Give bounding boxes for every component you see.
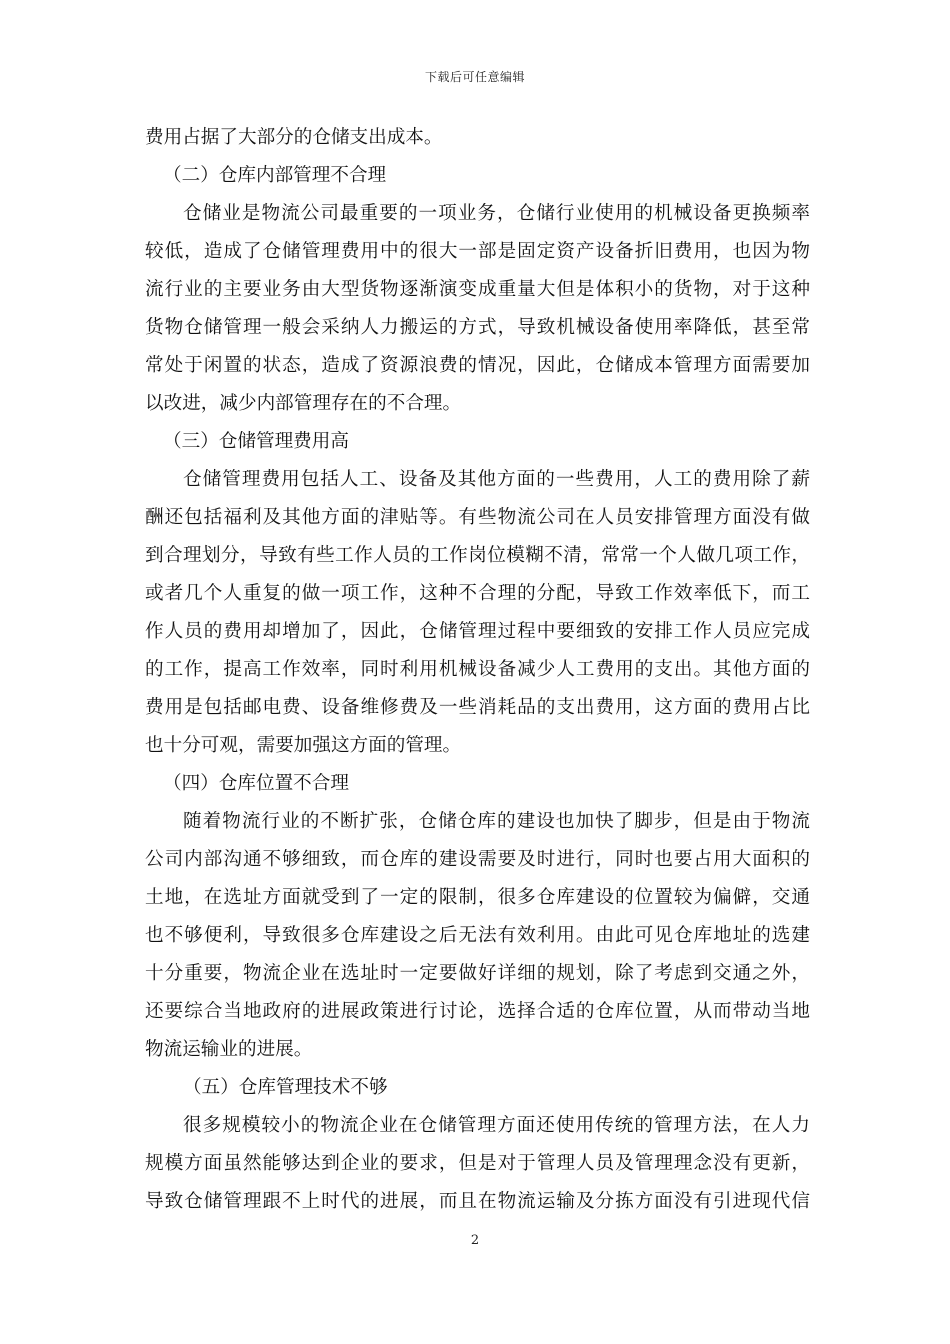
section-heading: （五）仓库管理技术不够 bbox=[183, 1077, 388, 1098]
paragraph-line: 仓储管理费用包括人工、设备及其他方面的一些费用，人工的费用除了薪 bbox=[183, 469, 810, 490]
paragraph-line: 货物仓储管理一般会采纳人力搬运的方式，导致机械设备使用率降低，甚至常 bbox=[145, 317, 810, 338]
page-number: 2 bbox=[470, 1233, 480, 1248]
paragraph-line: 或者几个人重复的做一项工作，这种不合理的分配，导致工作效率低下，而工 bbox=[145, 583, 810, 604]
paragraph-line: 土地，在选址方面就受到了一定的限制，很多仓库建设的位置较为偏僻，交通 bbox=[145, 887, 810, 908]
paragraph-line: 很多规模较小的物流企业在仓储管理方面还使用传统的管理方法，在人力 bbox=[183, 1115, 810, 1136]
paragraph-line: 随着物流行业的不断扩张，仓储仓库的建设也加快了脚步，但是由于物流 bbox=[183, 811, 810, 832]
paragraph-line: 以改进，减少内部管理存在的不合理。 bbox=[145, 393, 462, 414]
paragraph-line: 也十分可观，需要加强这方面的管理。 bbox=[145, 735, 462, 756]
page-header: 下载后可任意编辑 bbox=[424, 70, 525, 84]
paragraph-line: 导致仓储管理跟不上时代的进展，而且在物流运输及分拣方面没有引进现代信 bbox=[145, 1191, 810, 1212]
paragraph-line: 的工作，提高工作效率，同时利用机械设备减少人工费用的支出。其他方面的 bbox=[145, 659, 810, 680]
paragraph-line: 公司内部沟通不够细致，而仓库的建设需要及时进行，同时也要占用大面积的 bbox=[145, 849, 810, 870]
paragraph-line: 仓储业是物流公司最重要的一项业务，仓储行业使用的机械设备更换频率 bbox=[183, 203, 810, 224]
paragraph-line: 还要综合当地政府的进展政策进行讨论，选择合适的仓库位置，从而带动当地 bbox=[145, 1001, 810, 1022]
paragraph-line: 到合理划分，导致有些工作人员的工作岗位模糊不清，常常一个人做几项工作， bbox=[145, 545, 810, 566]
paragraph-line: 流行业的主要业务由大型货物逐渐演变成重量大但是体积小的货物，对于这种 bbox=[145, 279, 810, 300]
text-line: 费用占据了大部分的仓储支出成本。 bbox=[145, 127, 443, 148]
paragraph-line: 也不够便利，导致很多仓库建设之后无法有效利用。由此可见仓库地址的选建 bbox=[145, 925, 810, 946]
paragraph-line: 物流运输业的进展。 bbox=[145, 1039, 313, 1060]
paragraph-line: 费用是包括邮电费、设备维修费及一些消耗品的支出费用，这方面的费用占比 bbox=[145, 697, 810, 718]
paragraph-line: 酬还包括福利及其他方面的津贴等。有些物流公司在人员安排管理方面没有做 bbox=[145, 507, 810, 528]
paragraph-line: 常处于闲置的状态，造成了资源浪费的情况，因此，仓储成本管理方面需要加 bbox=[145, 355, 810, 376]
section-heading: （三）仓储管理费用高 bbox=[163, 431, 349, 452]
paragraph-line: 作人员的费用却增加了，因此，仓储管理过程中要细致的安排工作人员应完成 bbox=[145, 621, 810, 642]
paragraph-line: 较低，造成了仓储管理费用中的很大一部是固定资产设备折旧费用，也因为物 bbox=[145, 241, 810, 262]
paragraph-line: 规模方面虽然能够达到企业的要求，但是对于管理人员及管理理念没有更新， bbox=[145, 1153, 810, 1174]
section-heading: （二）仓库内部管理不合理 bbox=[163, 165, 387, 186]
paragraph-line: 十分重要，物流企业在选址时一定要做好详细的规划，除了考虑到交通之外， bbox=[145, 963, 810, 984]
section-heading: （四）仓库位置不合理 bbox=[163, 773, 349, 794]
